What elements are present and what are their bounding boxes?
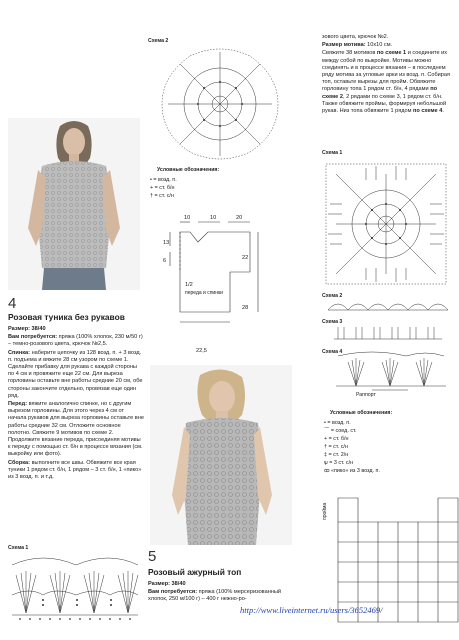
body-bold-3: по схеме 4 xyxy=(413,108,443,115)
dim-10a: 10 xyxy=(184,215,191,221)
article-number-4: 4 xyxy=(8,295,17,312)
dim-28: 28 xyxy=(242,305,249,311)
back-text: наберите цепочку из 128 возд. п. + 3 возд. п. подъема и вяжите 28 см узором по схеме 1. Сделайте прибавку для рукава с каждой стороны по 4 см и провяжите еще 22 см. Для выреза горловины оставьте вне работы средние 20 см, обе стороны закончите отдельно, провязав еще один ряд. xyxy=(8,349,143,399)
legend2-symbol: ѱ xyxy=(324,460,328,466)
assembly-label: Сборка: xyxy=(8,459,31,466)
dim-6: 6 xyxy=(163,258,167,264)
back-label: Спинка: xyxy=(8,349,31,356)
legend2-title: Условные обозначения: xyxy=(330,410,393,416)
schema1-bottom-diagram xyxy=(10,555,140,625)
legend2-item xyxy=(324,419,454,427)
legend1-symbol: • xyxy=(150,177,152,183)
dim-10b: 10 xyxy=(210,215,217,221)
schema4-label: Схема 4 xyxy=(322,349,343,355)
body-text-2: и соедините их между собой по выкройке. Мотивы можно соединять и в процессе вязания – в последнем ряду мотива за угловые арки из возд. п. Собирая топ, оставьте вырезы для пройм. Обвяжите горловину топа 1 рядом ст. б/н, 4 рядами xyxy=(322,50,451,93)
schema4-edging-diagram xyxy=(336,352,446,392)
schema2-top-label: Схема 2 xyxy=(148,38,169,44)
legend2-symbol: ‡ xyxy=(324,452,327,458)
dim-20: 20 xyxy=(236,215,243,221)
schema1-bottom-label: Схема 1 xyxy=(8,545,29,551)
motif-size-value: 10х10 см. xyxy=(365,42,393,49)
legend2-symbol: ⌒ xyxy=(324,428,330,434)
legend2 xyxy=(324,419,454,475)
body-text-1: Свяжите 38 мотивов xyxy=(322,50,377,57)
schema2-edging-diagram xyxy=(328,296,448,314)
article-body-5-cont xyxy=(322,34,452,116)
schema2-motif-diagram xyxy=(150,42,290,162)
legend1-symbol: + xyxy=(150,185,154,191)
dim-13: 13 xyxy=(163,240,170,246)
legend2-symbol: + xyxy=(324,436,328,442)
legend2-text: = ст. б/н xyxy=(328,436,349,442)
legend1-item xyxy=(150,192,280,200)
dim-225: 22,5 xyxy=(196,348,207,354)
legend2-text: = 3 ст. с/н xyxy=(329,460,354,466)
front-label: Перед: xyxy=(8,401,28,408)
tunic-photo-illustration xyxy=(8,118,140,290)
top-photo xyxy=(150,365,292,545)
motif-size-label: Размер мотива: xyxy=(322,42,366,49)
tunic-pattern-diagram xyxy=(150,212,290,362)
article-title-4: Розовая туника без рукавов xyxy=(8,312,125,322)
legend2-text: = соед. ст. xyxy=(330,428,357,434)
legend1-item xyxy=(150,176,280,184)
size-label: Размер: 38/40 xyxy=(8,326,46,332)
tunic-photo xyxy=(8,118,140,290)
rapport-label: Раппорт xyxy=(356,392,376,398)
materials-text: пряжа (100% хлопок, 230 м/50 г) – темно-розового цвета, крючок №2,5. xyxy=(8,334,143,348)
schema1-motif-diagram xyxy=(322,160,450,288)
motif-grid-layout xyxy=(338,498,458,622)
body-text-3: , 2 рядами по схеме 3, 1 рядом ст. б/н. Также обвяжите проймы, формируя небольшой рукав. Низ топа обвяжите 1 рядом xyxy=(322,93,447,115)
legend2-item xyxy=(324,459,454,467)
schema2-right-label: Схема 2 xyxy=(322,293,343,299)
legend2-item xyxy=(324,427,454,435)
source-url[interactable]: http://www.liveinternet.ru/users/3652469/ xyxy=(240,605,383,615)
body-bold-1: по схеме 1 xyxy=(376,50,407,57)
legend1-item xyxy=(150,184,280,192)
assembly-text: выполните все швы. Обвяжите все края туники 1 рядом ст. б/н, 1 рядом – 3 ст. б/н, 1 «пико» из 3 возд. п. и т.д. xyxy=(8,459,142,481)
legend1-text: = ст. б/н xyxy=(154,185,175,191)
legend2-text: = возд. п. xyxy=(327,420,351,426)
legend1 xyxy=(150,176,280,200)
legend1-text: = возд. п. xyxy=(153,177,177,183)
legend1-symbol: † xyxy=(150,193,153,199)
materials-text-5: пряжа (100% мерсеризованный хлопок, 250 м/100 г) – 400 г нежно-ро- xyxy=(148,589,282,603)
article-title-5: Розовый ажурный топ xyxy=(148,567,242,577)
front-text: вяжите аналогично спинке, но с другим вырезом горловины. Для этого через 4 см от начала рукавов для выреза горловины оставьте вне работы средние 32 см. Отложите основное полотно. Свяжите 9 мотивов по схеме 2. Продолжите вязание переда, присоединяя мотивы к переду с помощью ст. б/н в процессе вязания (см. выкройку или фото). xyxy=(8,401,144,458)
legend1-title: Условные обозначения: xyxy=(157,167,220,173)
legend2-item xyxy=(324,443,454,451)
legend2-item xyxy=(324,435,454,443)
cont-text-5: зового цвета, крючок №2. xyxy=(322,34,389,40)
legend2-symbol: ꝏ xyxy=(324,468,330,474)
legend2-text: = ст. с/н xyxy=(328,444,348,450)
schema3-label: Схема 3 xyxy=(322,319,343,325)
legend2-item xyxy=(324,467,454,475)
body-bold-2: по схеме 2 xyxy=(322,86,437,100)
legend2-symbol: • xyxy=(324,420,326,426)
schema3-edging-diagram xyxy=(334,323,442,343)
legend1-text: = ст. с/н xyxy=(154,193,174,199)
body-text-4: . xyxy=(442,108,444,115)
legend2-item xyxy=(324,451,454,459)
legend2-text: = ст. 2/н xyxy=(328,452,349,458)
article-body-4 xyxy=(8,326,144,482)
top-photo-illustration xyxy=(150,365,292,545)
dim-perspinki: переда и спинки xyxy=(185,290,223,296)
article-body-5-start xyxy=(148,581,288,605)
dim-22: 22 xyxy=(242,255,249,261)
legend2-symbol: † xyxy=(324,444,327,450)
article-number-5: 5 xyxy=(148,548,157,565)
legend2-text: «пико» из 3 возд. п. xyxy=(331,468,380,474)
schema1-right-label: Схема 1 xyxy=(322,150,343,156)
materials-label: Вам потребуется: xyxy=(8,334,58,341)
proyma-label: пройма xyxy=(322,502,328,520)
dim-half: 1/2 xyxy=(185,282,193,288)
materials-label-5: Вам потребуется: xyxy=(148,589,198,596)
size-label-5: Размер: 38/40 xyxy=(148,581,186,587)
